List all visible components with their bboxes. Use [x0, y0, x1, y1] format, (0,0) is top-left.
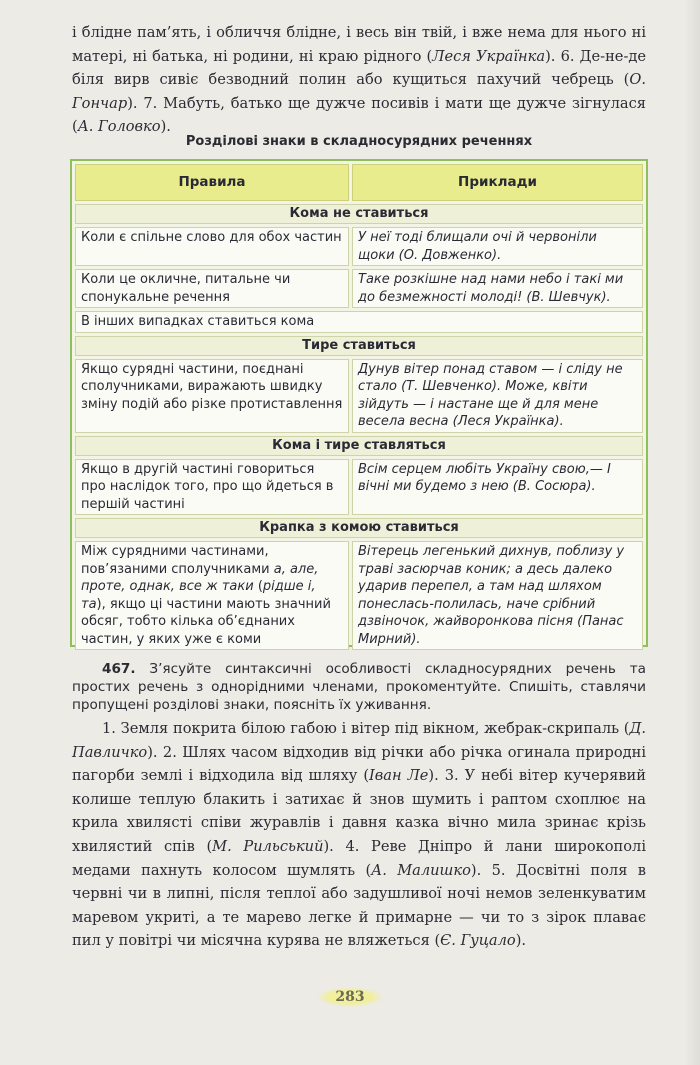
section-heading-semicolon: Крапка з комою ставиться — [75, 518, 643, 538]
example-cell: Дунув вітер понад ставом — і сліду не стало (Т. Шевченко). Може, квіти зійдуть — і настане ще й для мене весела весна (Леся Українка). — [352, 359, 643, 433]
table-row — [75, 269, 643, 308]
table-title: Розділові знаки в складносурядних реченнях — [185, 134, 533, 149]
text-run: ( — [253, 579, 263, 594]
text-run: ). 6. Де-не-де біля вирв сивіє безводний полин або кущиться пахучий чебрець ( — [72, 47, 646, 89]
text-run: Між сурядними частинами, пов’язаними сполучниками — [81, 544, 274, 577]
section-heading-no-comma: Кома не ставиться — [75, 204, 643, 224]
section-row — [75, 336, 643, 356]
section-row — [75, 436, 643, 456]
author-citation: О. Гончар — [72, 71, 646, 112]
section-heading-comma-dash: Кома і тире ставляться — [75, 436, 643, 456]
exercise-task — [72, 660, 646, 714]
rule-cell: Якщо сурядні частини, поєднані сполучниками, виражають швидку зміну подій або різке протиставлення — [75, 359, 349, 433]
section-row — [75, 518, 643, 538]
text-run: ). 5. Досвітні поля в червні чи в липні, після теплої або задушливої ночі немов зеленкуватим маревом укриті, а те марево легке й примарне — чи то з зірок плаває пил у повітрі чи місячна курява не вляжеться ( — [72, 861, 646, 950]
punctuation-rules-table — [70, 159, 648, 647]
column-header-rules: Правила — [75, 164, 349, 201]
conjunctions: рідше і, та — [81, 579, 316, 612]
text-run: 1. Земля покрита білою габою і вітер під вікном, жебрак-скрипаль ( — [102, 720, 630, 737]
example-cell: Вітерець легенький дихнув, поблизу у траві засюрчав коник; а десь далеко ударив перепел, а там над шляхом понеслась-полилась, наче срібний дзвіночок, жайворонкова пісня (Панас Мирний). — [352, 541, 643, 650]
page-number: 283 — [317, 987, 382, 1007]
text-run: ). 3. У небі вітер кучерявий колише теплую блакить і затихає й знов шумить і раптом схоплює на крила хвилясті співи журавлів і давня казка вічно мила зринає крізь хвилястий спів ( — [72, 767, 646, 855]
text-run: ), якщо ці частини мають значний обсяг, тобто кілька об’єднаних частин, у яких уже є коми — [81, 596, 331, 647]
task-text: З’ясуйте синтаксичні особливості складносурядних речень та простих речень з однорідними членами, прокоментуйте. Спишіть, ставлячи пропущені розділові знаки, поясніть їх уживання. — [72, 661, 646, 713]
text-run: ). 7. Мабуть, батько ще дужче посивів і мати ще дужче зігнулася ( — [72, 94, 646, 136]
rules-grid — [72, 161, 646, 653]
table-row — [75, 311, 643, 333]
author-citation: А. Головко — [77, 118, 161, 136]
page-number-wrap — [0, 986, 700, 1007]
author-citation: М. Рильський — [212, 837, 324, 855]
section-row — [75, 204, 643, 224]
table-row — [75, 459, 643, 516]
text-run: ). 4. Реве Дніпро й лани широкополі медами пахнуть колосом шумлять ( — [72, 837, 646, 879]
author-citation: А. Малишко — [371, 861, 471, 879]
column-header-examples: Приклади — [352, 164, 643, 201]
exercise-number: 467. — [102, 661, 136, 677]
rule-cell: Коли це окличне, питальне чи спонукальне речення — [75, 269, 349, 308]
continued-paragraph — [72, 21, 646, 139]
rule-cell: Коли є спільне слово для обох частин — [75, 227, 349, 266]
text-run: і блідне пам’ять, і обличчя блідне, і весь він твій, і вже нема для нього ні матері, ні батька, ні родини, ні краю рідного ( — [72, 24, 646, 65]
table-row — [75, 227, 643, 266]
example-cell: Всім серцем любіть Україну свою,— І вічні ми будемо з нею (В. Сосюра). — [352, 459, 643, 516]
author-citation: Іван Ле — [369, 767, 429, 785]
rule-cell — [75, 541, 349, 650]
page-edge-shadow — [684, 0, 700, 1065]
rule-cell: Якщо в другій частині говориться про наслідок того, про що йдеться в першій частині — [75, 459, 349, 516]
author-citation: Є. Гуцало — [440, 932, 516, 950]
text-run: ). — [160, 118, 171, 136]
table-row — [75, 541, 643, 650]
section-heading-dash: Тире ставиться — [75, 336, 643, 356]
example-cell: У неї тоді блищали очі й червоніли щоки (О. Довженко). — [352, 227, 643, 266]
table-row — [75, 359, 643, 433]
conjunctions: а, але, проте, однак, все ж таки — [81, 561, 319, 594]
rule-note-cell: В інших випадках ставиться кома — [75, 311, 643, 333]
exercise-sentences — [72, 717, 646, 953]
author-citation: Д. Павличко — [72, 720, 646, 761]
table-header-row — [75, 164, 643, 201]
example-cell: Таке розкішне над нами небо і такі ми до безмежності молоді! (В. Шевчук). — [352, 269, 643, 308]
author-citation: Леся Українка — [432, 47, 546, 65]
text-run: ). 2. Шлях часом відходив від річки або річка огинала природні пагорби землі і відходила від шляху ( — [72, 743, 646, 785]
text-run: ). — [515, 932, 527, 950]
